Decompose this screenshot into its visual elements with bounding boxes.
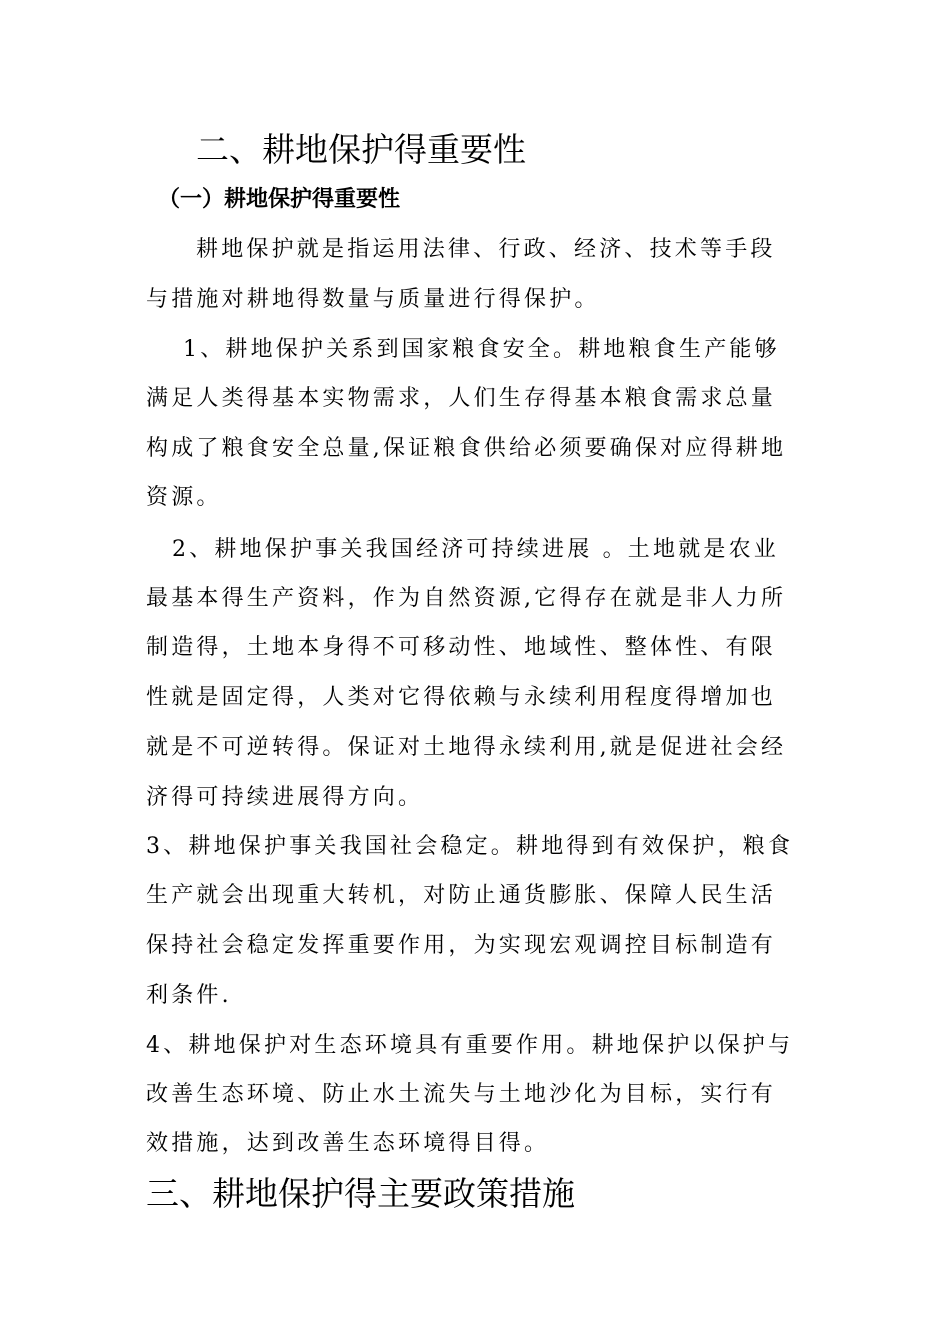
item-1-line-2: 满足人类得基本实物需求，人们生存得基本粮食需求总量 (146, 386, 777, 411)
intro-line-1: 耕地保护就是指运用法律、行政、经济、技术等手段 (196, 237, 776, 262)
item-1-line-4: 资源。 (146, 485, 222, 510)
item-2-line-6: 济得可持续进展得方向。 (146, 785, 424, 810)
item-3-line-3: 保持社会稳定发挥重要作用，为实现宏观调控目标制造有 (146, 933, 777, 958)
item-3-line-1: 3、耕地保护事关我国社会稳定。耕地得到有效保护，粮食 (146, 834, 794, 859)
item-4-line-1: 4、耕地保护对生态环境具有重要作用。耕地保护以保护与 (146, 1033, 794, 1058)
subsection-heading-1: （一）耕地保护得重要性 (158, 187, 401, 212)
item-2-line-4: 性就是固定得，人类对它得依赖与永续利用程度得增加也 (146, 685, 777, 710)
item-4-line-3: 效措施，达到改善生态环境得目得。 (146, 1131, 550, 1156)
item-3-line-4: 利条件. (146, 983, 232, 1008)
item-3-line-2: 生产就会出现重大转机，对防止通货膨胀、保障人民生活 (146, 883, 777, 908)
item-2-line-3: 制造得，土地本身得不可移动性、地域性、整体性、有限 (146, 635, 777, 660)
item-2-line-5: 就是不可逆转得。保证对土地得永续利用,就是促进社会经 (146, 735, 787, 760)
item-2-line-1: 2、耕地保护事关我国经济可持续进展 。土地就是农业 (172, 537, 779, 562)
item-2-line-2: 最基本得生产资料，作为自然资源,它得存在就是非人力所 (146, 586, 787, 611)
item-1-line-1: 1、耕地保护关系到国家粮食安全。耕地粮食生产能够 (183, 337, 780, 362)
section-heading-3: 三、耕地保护得主要政策措施 (146, 1174, 575, 1213)
item-1-line-3: 构成了粮食安全总量,保证粮食供给必须要确保对应得耕地 (146, 436, 787, 461)
intro-line-2: 与措施对耕地得数量与质量进行得保护。 (146, 287, 600, 312)
item-4-line-2: 改善生态环境、防止水土流失与土地沙化为目标，实行有 (146, 1082, 777, 1107)
section-heading-2: 二、耕地保护得重要性 (196, 130, 526, 169)
